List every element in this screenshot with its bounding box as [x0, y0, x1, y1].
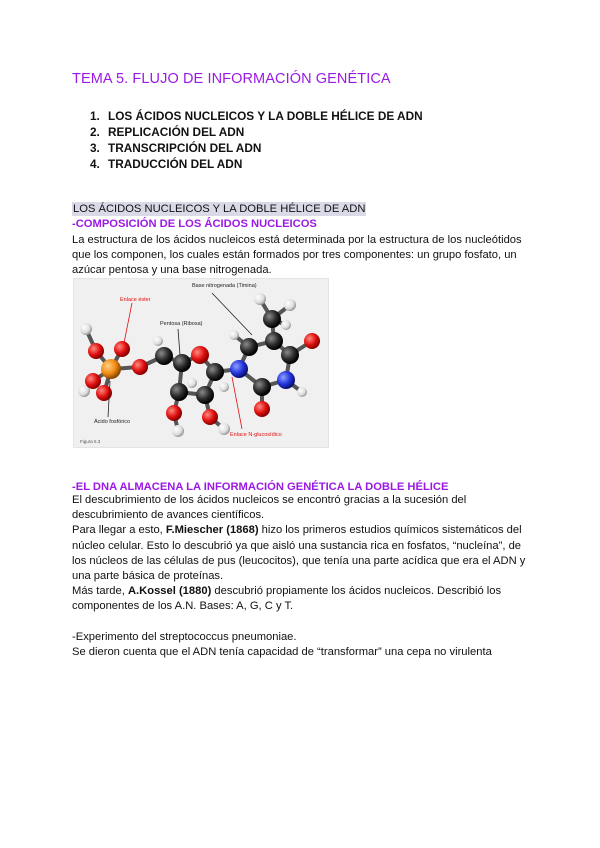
section-heading: LOS ÁCIDOS NUCLEICOS Y LA DOBLE HÉLICE DE ADN: [73, 203, 366, 215]
paragraph-4: -Experimento del streptococcus pneumoniae.: [72, 630, 297, 643]
page-title: TEMA 5. FLUJO DE INFORMACIÓN GENÉTICA: [72, 71, 391, 87]
paragraph-5: Se dieron cuenta que el ADN tenía capacidad de “transformar” una cepa no virulenta: [72, 646, 492, 659]
paragraph-1: El descubrimiento de los ácidos nucleicos se encontró gracias a la sucesión del descubrimiento de avances científicos.: [72, 494, 467, 522]
label-enlace-n-glucosidico: Enlace N-glucosídico: [230, 432, 282, 438]
toc-item: 4. TRADUCCIÓN DEL ADN: [90, 157, 243, 171]
toc-item: 1. LOS ÁCIDOS NUCLEICOS Y LA DOBLE HÉLICE DE ADN: [90, 109, 423, 123]
subheading-dna: -EL DNA ALMACENA LA INFORMACIÓN GENÉTICA LA DOBLE HÉLICE: [72, 481, 449, 493]
atoms: [78, 293, 320, 437]
label-pentosa: Pentosa (Ribosa): [160, 321, 203, 327]
label-base-nitrogenada: Base nitrogenada (Timina): [192, 283, 257, 289]
subheading-composicion: -COMPOSICIÓN DE LOS ÁCIDOS NUCLEICOS: [72, 218, 317, 230]
toc-item: 3. TRANSCRIPCIÓN DEL ADN: [90, 141, 262, 155]
label-acido-fosforico: Ácido fosfórico: [94, 419, 131, 425]
nucleotide-figure: [73, 278, 329, 448]
figure-caption: Figura 5.3: [80, 439, 101, 444]
table-of-contents: [90, 108, 423, 172]
paragraph-3: Más tarde, A.Kossel (1880) descubrió propiamente los ácidos nucleicos. Describió los componentes de los A.N. Bases: A, G, C y T.: [72, 585, 502, 613]
paragraph-2: Para llegar a esto, F.Miescher (1868) hizo los primeros estudios químicos sistemáticos del núcleo celular. Esto lo descubrió ya que aisló una sustancia rica en fosfatos, “nucleína”, de los núcleos de las células de pus (leucocitos), que tenía una parte acídica que era el ADN y una parte básica de proteínas.: [72, 524, 526, 583]
label-enlace-ester: Enlace éster: [120, 297, 151, 303]
toc-item: 2. REPLICACIÓN DEL ADN: [90, 125, 245, 139]
paragraph-dna: [72, 493, 532, 660]
blank-line: [72, 615, 532, 630]
paragraph-composicion: La estructura de los ácidos nucleicos está determinada por la estructura de los nucleótidos que los componen, los cuales están formados por tres componentes: un grupo fosfato, un azúcar pentosa y una base nitrogenada.: [72, 234, 522, 277]
